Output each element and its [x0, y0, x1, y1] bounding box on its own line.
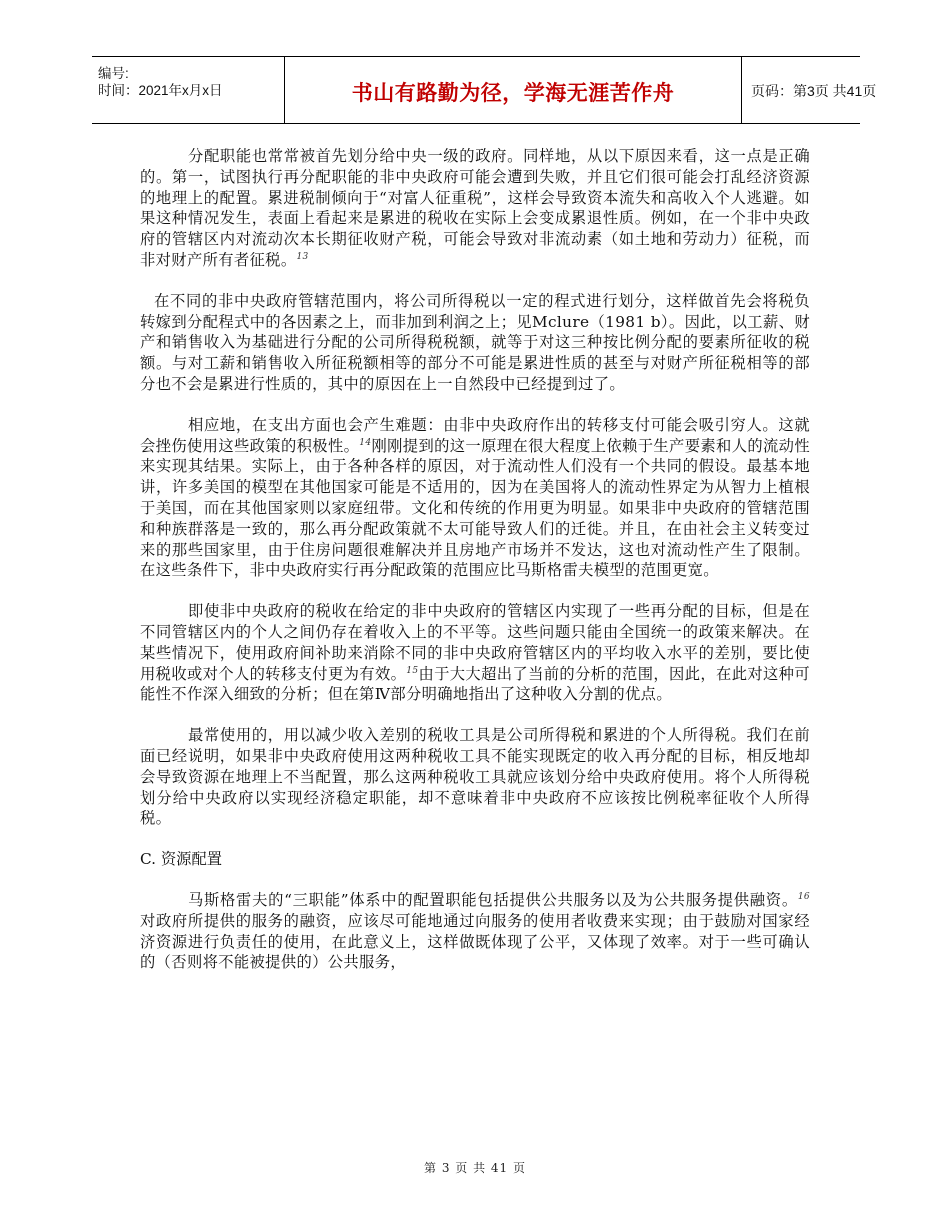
paragraph	[140, 725, 810, 829]
section-heading: C. 资源配置	[140, 850, 223, 869]
document-date: 时间：2021年x月x日	[98, 83, 223, 98]
paragraph-text: 由于大大超出了当前的分析的范围，因此，在此对这种可能性不作深入细致的分析；但在第Ⅳ部分明确地指出了这种收入分割的优点。	[140, 664, 810, 704]
paragraph-text: 对政府所提供的服务的融资，应该尽可能地通过向服务的使用者收费来实现；由于鼓励对国家经济资源进行负责任的使用，在此意义上，这样做既体现了公平，又体现了效率。对于一些可确认的（否则将不能被提供的）公共服务，	[140, 911, 810, 972]
paragraph	[140, 291, 810, 395]
paragraph	[140, 601, 810, 705]
footnote-marker: 13	[296, 251, 309, 262]
paragraph-text: 刚刚提到的这一原理在很大程度上依赖于生产要素和人的流动性来实现其结果。实际上，由于各种各样的原因，对于流动性人们没有一个共同的假设。最基本地讲，许多美国的模型在其他国家可能是不适用的，因为在美国将人的流动性界定为从智力上植根于美国，而在其他国家则以家庭纽带。文化和传统的作用更为明显。如果非中央政府的管辖范围和种族群落是一致的，那么再分配政策就不太可能导致人们的迁徙。并且，在由社会主义转变过来的那些国家里，由于住房问题很难解决并且房地产市场并不发达，这也对流动性产生了限制。在这些条件下，非中央政府实行再分配政策的范围应比马斯格雷夫模型的范围更宽。	[140, 436, 810, 580]
paragraph	[140, 146, 810, 271]
page-footer: 第 3 页 共 41 页	[424, 1161, 526, 1175]
document-body	[140, 146, 810, 993]
paragraph-text: 最常使用的，用以减少收入差别的税收工具是公司所得税和累进的个人所得税。我们在前面已经说明，如果非中央政府使用这两种税收工具不能实现既定的收入再分配的目标，相反地却会导致资源在地理上不当配置，那么这两种税收工具就应该划分给中央政府使用。将个人所得税划分给中央政府以实现经济稳定职能，却不意味着非中央政府不应该按比例税率征收个人所得税。	[140, 726, 810, 828]
document-number-label: 编号:	[98, 66, 129, 81]
paragraph-text: 分配职能也常常被首先划分给中央一级的政府。同样地，从以下原因来看，这一点是正确的。第一，试图执行再分配职能的非中央政府可能会遭到失败，并且它们很可能会打乱经济资源的地理上的配置。累进税制倾向于“对富人征重税”，这样会导致资本流失和高收入个人逃避。如果这种情况发生，表面上看起来是累进的税收在实际上会变成累退性质。例如，在一个非中央政府的管辖区内对流动次本长期征收财产税，可能会导致对非流动素（如土地和劳动力）征税，而非对财产所有者征税。	[140, 147, 810, 269]
footnote-marker: 15	[406, 665, 419, 676]
paragraph-text: 马斯格雷夫的“三职能”体系中的配置职能包括提供公共服务以及为公共服务提供融资。	[188, 890, 798, 909]
header-motto: 书山有路勤为径，学海无涯苦作舟	[351, 82, 675, 105]
footnote-marker: 16	[797, 891, 810, 902]
paragraph-text: 即使非中央政府的税收在给定的非中央政府的管辖区内实现了一些再分配的目标，但是在不同管辖区内的个人之间仍存在着收入上的不平等。这些问题只能由全国统一的政策来解决。在某些情况下，使用政府间补助来消除不同的非中央政府管辖区内的平均收入水平的差别，要比使用税收或对个人的转移支付更为有效。	[140, 602, 810, 683]
paragraph	[140, 415, 810, 581]
paragraph-text: 相应地，在支出方面也会产生难题：由非中央政府作出的转移支付可能会吸引穷人。这就会挫伤使用这些政策的积极性。	[140, 415, 810, 455]
paragraph	[140, 890, 810, 973]
header-page-cell	[741, 57, 877, 123]
header-motto-cell	[284, 57, 742, 123]
footnote-marker: 14	[359, 437, 372, 448]
header-page-info: 页码：第3页 共41页	[751, 83, 877, 99]
paragraph-text: 在不同的非中央政府管辖范围内，将公司所得税以一定的程式进行划分，这样做首先会将税负转嫁到分配程式中的各因素之上，而非加到利润之上；见Mclure（1981 b）。因此，以工薪、财产和销售收入为基础进行分配的公司所得税税额，就等于对这三种按比例分配的要素所征收的税额。与对工薪和销售收入所征税额相等的部分不可能是累进性质的甚至与对财产所征税相等的部分也不会是累进行性质的，其中的原因在上一自然段中已经提到过了。	[140, 291, 810, 393]
header-left-cell	[92, 57, 284, 123]
page-header	[92, 56, 877, 124]
